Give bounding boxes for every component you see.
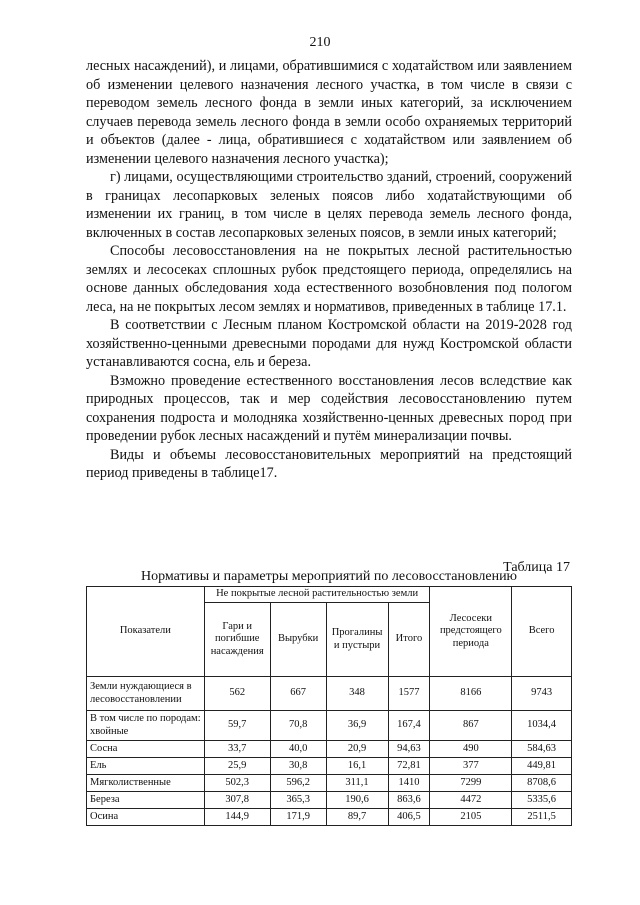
header-total-nonforest: Итого [388,603,430,677]
table-cell: Земли нуждающиеся в лесовосстановлении [87,677,205,711]
paragraph-1: лесных насаждений), и лицами, обратившимися с ходатайством или заявлением об изменении целевого назначения лесного участка, в том числе в связи с переводом земель лесного фонда в земли иных категорий, за исключением случаев перевода земель лесного фонда в земли особо охраняемых территорий и объектов (далее - лица, обратившиеся с ходатайством или заявлением об изменении целевого назначения лесного участка); [86,58,572,167]
table-cell: 365,3 [270,792,326,809]
table-cell: 171,9 [270,809,326,826]
paragraph-2: г) лицами, осуществляющими строительство зданий, строений, сооружений в границах лесопарковых зеленых поясов либо ходатайствующими об изменении их границ, в том числе в целях перевода земель лесного фонда, включенных в состав лесопарковых зеленых поясов, в земли иных категорий; [86,169,572,241]
table-cell: 30,8 [270,758,326,775]
table-cell: 59,7 [204,711,270,741]
header-cutting-areas: Лесосеки предстоящего периода [430,587,512,677]
page-number: 210 [309,35,331,50]
table-cell: 490 [430,741,512,758]
table-cell: 8166 [430,677,512,711]
table-cell: 72,81 [388,758,430,775]
header-burnt: Гари и погибшие насаждения [204,603,270,677]
table-cell: 144,9 [204,809,270,826]
header-indicators: Показатели [87,587,205,677]
table-cell: 8708,6 [512,775,572,792]
table-cell: 5335,6 [512,792,572,809]
table-row [87,792,572,809]
table-cell: 70,8 [270,711,326,741]
table-cell: 2511,5 [512,809,572,826]
table-cell: Мягколиственные [87,775,205,792]
table-cell: 863,6 [388,792,430,809]
table-cell: 9743 [512,677,572,711]
table-cell: 1410 [388,775,430,792]
table-cell: 307,8 [204,792,270,809]
table-cell: В том числе по породам: хвойные [87,711,205,741]
table-row [87,775,572,792]
table-cell: 449,81 [512,758,572,775]
header-nonforest-group: Не покрытые лесной растительностью земли [204,587,430,603]
table-cell: Ель [87,758,205,775]
table-cell: Осина [87,809,205,826]
table-row [87,758,572,775]
header-cuttings: Вырубки [270,603,326,677]
table-cell: 36,9 [326,711,388,741]
table-cell: 502,3 [204,775,270,792]
norms-table [86,586,572,826]
table-cell: 377 [430,758,512,775]
table-cell: 4472 [430,792,512,809]
table-cell: 348 [326,677,388,711]
paragraph-4: В соответствии с Лесным планом Костромской области на 2019-2028 год хозяйственно-ценными древесными породами для нужд Костромской области устанавливаются сосна, ель и береза. [86,317,572,370]
table-cell: 25,9 [204,758,270,775]
table-cell: 1034,4 [512,711,572,741]
table-cell: 16,1 [326,758,388,775]
table-cell: 2105 [430,809,512,826]
table-row [87,677,572,711]
table-cell: 867 [430,711,512,741]
table-cell: 562 [204,677,270,711]
table-title: Нормативы и параметры мероприятий по лесовосстановлению [140,569,518,584]
table-cell: 584,63 [512,741,572,758]
table-cell: 20,9 [326,741,388,758]
table-cell: 40,0 [270,741,326,758]
table-cell: 596,2 [270,775,326,792]
table-row [87,809,572,826]
header-grand-total: Всего [512,587,572,677]
paragraph-6: Виды и объемы лесовосстановительных мероприятий на предстоящий период приведены в таблице17. [86,446,572,481]
table-row [87,741,572,758]
table-row [87,711,572,741]
paragraph-3: Способы лесовосстановления на не покрытых лесной растительностью землях и лесосеках сплошных рубок предстоящего периода, определялись на основе данных обследования хода естественного возобновления под пологом леса, на не покрытых лесом землях и нормативов, приведенных в таблице 17.1. [86,243,572,315]
table-cell: 167,4 [388,711,430,741]
table-cell: 89,7 [326,809,388,826]
header-glades: Прогалины и пустыри [326,603,388,677]
table-cell: 94,63 [388,741,430,758]
table-cell: 311,1 [326,775,388,792]
table-cell: Сосна [87,741,205,758]
table-cell: Береза [87,792,205,809]
table-cell: 33,7 [204,741,270,758]
body-text [86,57,572,483]
table-cell: 7299 [430,775,512,792]
table-label: Таблица 17 [503,560,570,575]
table-cell: 190,6 [326,792,388,809]
table-cell: 406,5 [388,809,430,826]
table-cell: 667 [270,677,326,711]
table-cell: 1577 [388,677,430,711]
paragraph-5: Взможно проведение естественного восстановления лесов вследствие как природных процессов, так и мер содействия лесовосстановлению путем сохранения подроста и молодняка хозяйственно-ценных древесных пород при проведении рубок лесных насаждений и путём минерализации почвы. [86,372,572,444]
